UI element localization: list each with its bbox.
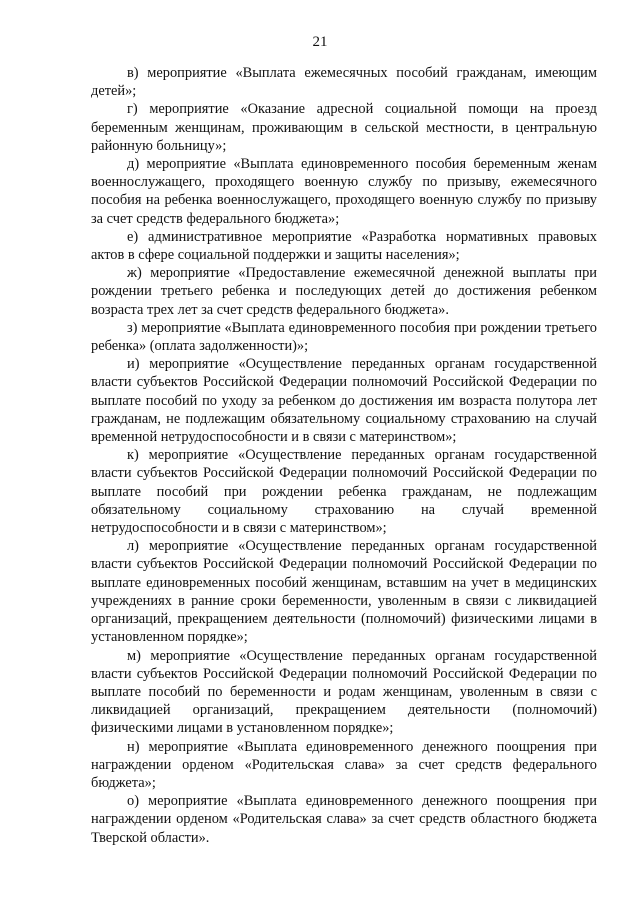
paragraph-k: к) мероприятие «Осуществление переданных органам государственной власти субъектов Российской Федерации полномочий Российской Федерации по выплате пособий при рождении ребенка гражданам, не подлежащим обязательному социальному страхованию на случай временной нетрудоспособности и в связи с материнством»; — [91, 447, 597, 537]
paragraph-m: м) мероприятие «Осуществление переданных органам государственной власти субъектов Российской Федерации полномочий Российской Федерации по выплате пособий по беременности и родам женщинам, уволенным в связи с ликвидацией организаций, прекращением деятельности (полномочий) физическими лицами в установленном порядке»; — [91, 647, 597, 737]
paragraph-n: н) мероприятие «Выплата единовременного денежного поощрения при награждении орденом «Родительская слава» за счет средств федерального бюджета»; — [91, 738, 597, 791]
document-body — [91, 64, 597, 847]
paragraph-d: д) мероприятие «Выплата единовременного пособия беременным женам военнослужащего, проходящего военную службу по призыву, ежемесячного пособия на ребенка военнослужащего, проходящего военную службу по призыву за счет средств федерального бюджета»; — [91, 156, 597, 227]
page-number: 21 — [312, 34, 328, 50]
paragraph-g: г) мероприятие «Оказание адресной социальной помощи на проезд беременным женщинам, проживающим в сельской местности, в центральную районную больницу»; — [91, 101, 597, 154]
paragraph-o: о) мероприятие «Выплата единовременного денежного поощрения при награждении орденом «Родительская слава» за счет средств областного бюджета Тверской области». — [91, 793, 597, 846]
paragraph-l: л) мероприятие «Осуществление переданных органам государственной власти субъектов Российской Федерации полномочий Российской Федерации по выплате единовременных пособий женщинам, вставшим на учет в медицинских учреждениях в ранние сроки беременности, уволенным в связи с ликвидацией организаций, прекращением деятельности (полномочий) физическими лицами в установленном порядке»; — [91, 538, 597, 646]
paragraph-zh: ж) мероприятие «Предоставление ежемесячной денежной выплаты при рождении третьего ребенка и последующих детей до достижения ребенком возраста трех лет за счет средств федерального бюджета». — [91, 265, 597, 318]
paragraph-i: и) мероприятие «Осуществление переданных органам государственной власти субъектов Российской Федерации полномочий Российской Федерации по выплате пособий по уходу за ребенком до достижения им возраста полутора лет гражданам, не подлежащим обязательному социальному страхованию на случай временной нетрудоспособности и в связи с материнством»; — [91, 356, 597, 446]
paragraph-z: з) мероприятие «Выплата единовременного пособия при рождении третьего ребенка» (оплата задолженности)»; — [91, 319, 597, 355]
paragraph-v: в) мероприятие «Выплата ежемесячных пособий гражданам, имеющим детей»; — [91, 65, 597, 100]
paragraph-e: е) административное мероприятие «Разработка нормативных правовых актов в сфере социальной поддержки и защиты населения»; — [91, 228, 597, 264]
